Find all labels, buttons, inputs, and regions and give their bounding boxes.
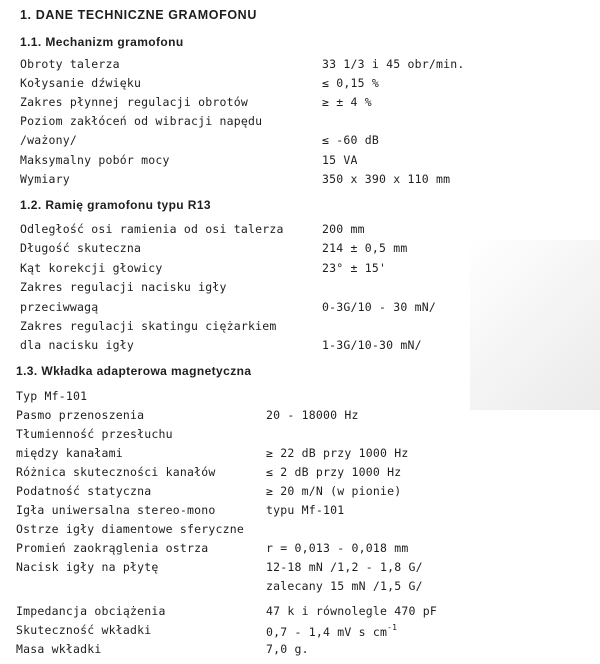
spec-value (322, 241, 407, 255)
spec-row (0, 338, 600, 356)
spec-value (266, 579, 423, 593)
spec-row (0, 300, 600, 318)
spec-value-text: 7,0 g. (266, 642, 309, 656)
spec-value (266, 503, 344, 517)
spec-row (0, 503, 600, 521)
spec-label: między kanałami (16, 446, 123, 460)
spec-label: Zakres regulacji skatingu ciężarkiem (20, 319, 277, 333)
spec-value (322, 133, 379, 147)
spec-label: Różnica skuteczności kanałów (16, 465, 216, 479)
spec-value (266, 484, 401, 498)
spec-label: Kąt korekcji głowicy (20, 261, 163, 275)
spec-row (0, 57, 600, 75)
spec-label: Pasmo przenoszenia (16, 408, 145, 422)
spec-value (322, 261, 386, 275)
spec-label: Ostrze igły diamentowe sferyczne (16, 522, 244, 536)
spec-row (0, 114, 600, 132)
spec-row (0, 389, 600, 407)
spec-row (0, 642, 600, 660)
spec-label: przeciwwagą (20, 300, 99, 314)
spec-value-text: 0,7 - 1,4 mV s cm (266, 625, 388, 639)
spec-row (0, 280, 600, 298)
page-title: 1. DANE TECHNICZNE GRAMOFONU (20, 8, 257, 22)
spec-label: Masa wkładki (16, 642, 102, 656)
spec-row (0, 319, 600, 337)
spec-row (0, 560, 600, 578)
spec-label: Tłumienność przesłuchu (16, 427, 173, 441)
spec-row (0, 484, 600, 502)
spec-row (0, 446, 600, 464)
spec-value (266, 465, 401, 479)
spec-value-text: ≥ ± 4 % (322, 95, 372, 109)
spec-row (0, 95, 600, 113)
spec-value-text: 1-3G/10-30 mN/ (322, 338, 422, 352)
spec-value (322, 76, 379, 90)
spec-value-text: ≤ -60 dB (322, 133, 379, 147)
spec-label: /ważony/ (20, 133, 77, 147)
spec-value-text: 15 VA (322, 153, 358, 167)
spec-row (0, 76, 600, 94)
spec-value-text: 214 ± 0,5 mm (322, 241, 408, 255)
spec-label: dla nacisku igły (20, 338, 134, 352)
spec-label: Igła uniwersalna stereo-mono (16, 503, 216, 517)
spec-value-text: 350 x 390 x 110 mm (322, 172, 451, 186)
spec-row (0, 623, 600, 641)
spec-value (322, 172, 450, 186)
spec-label: Promień zaokrąglenia ostrza (16, 541, 209, 555)
spec-value (266, 408, 359, 422)
spec-value-text: 23° ± 15' (322, 261, 387, 275)
spec-label: Długość skuteczna (20, 241, 142, 255)
spec-label: Odległość osi ramienia od osi talerza (20, 222, 284, 236)
spec-row (0, 427, 600, 445)
spec-row (0, 541, 600, 559)
spec-value (266, 446, 408, 460)
spec-value (266, 541, 408, 555)
spec-label: Typ Mf-101 (16, 389, 88, 403)
spec-row (0, 522, 600, 540)
spec-value-text: ≤ 0,15 % (322, 76, 379, 90)
spec-value-text: 0-3G/10 - 30 mN/ (322, 300, 436, 314)
spec-value (266, 560, 423, 574)
spec-value-text: 47 k i równolegle 470 pF (266, 604, 437, 618)
spec-label: Impedancja obciążenia (16, 604, 166, 618)
spec-value (322, 95, 372, 109)
unit-exponent: -1 (387, 623, 398, 632)
spec-row (0, 408, 600, 426)
spec-row (0, 153, 600, 171)
spec-value (322, 338, 422, 352)
spec-row (0, 604, 600, 622)
spec-value-text: typu Mf-101 (266, 503, 345, 517)
spec-label: Nacisk igły na płytę (16, 560, 159, 574)
spec-row (0, 261, 600, 279)
spec-value-text: 200 mm (322, 222, 365, 236)
section-heading: 1.2. Ramię gramofonu typu R13 (20, 198, 211, 212)
spec-row (0, 465, 600, 483)
spec-value (322, 153, 358, 167)
spec-row (0, 172, 600, 190)
spec-row (0, 222, 600, 240)
spec-value (266, 604, 437, 618)
section-heading: 1.3. Wkładka adapterowa magnetyczna (16, 364, 252, 378)
spec-label: Podatność statyczna (16, 484, 152, 498)
spec-value (322, 57, 464, 71)
spec-value (322, 222, 365, 236)
spec-label: Wymiary (20, 172, 70, 186)
spec-row (0, 133, 600, 151)
spec-label: Skuteczność wkładki (16, 623, 152, 637)
spec-value-text: ≤ 2 dB przy 1000 Hz (266, 465, 402, 479)
spec-value-text: zalecany 15 mN /1,5 G/ (266, 579, 423, 593)
spec-value-text: ≥ 20 m/N (w pionie) (266, 484, 402, 498)
spec-label: Kołysanie dźwięku (20, 76, 142, 90)
spec-value-text: ≥ 22 dB przy 1000 Hz (266, 446, 409, 460)
spec-label: Poziom zakłóceń od wibracji napędu (20, 114, 263, 128)
section-heading: 1.1. Mechanizm gramofonu (20, 35, 184, 49)
spec-value (266, 642, 309, 656)
spec-value-text: r = 0,013 - 0,018 mm (266, 541, 409, 555)
spec-value-text: 12-18 mN /1,2 - 1,8 G/ (266, 560, 423, 574)
spec-label: Zakres płynnej regulacji obrotów (20, 95, 248, 109)
spec-value (266, 623, 397, 639)
spec-label: Maksymalny pobór mocy (20, 153, 170, 167)
spec-label: Zakres regulacji nacisku igły (20, 280, 227, 294)
spec-value-text: 33 1/3 i 45 obr/min. (322, 57, 465, 71)
spec-value-text: 20 - 18000 Hz (266, 408, 359, 422)
spec-row (0, 579, 600, 597)
spec-label: Obroty talerza (20, 57, 120, 71)
spec-row (0, 241, 600, 259)
spec-value (322, 300, 436, 314)
